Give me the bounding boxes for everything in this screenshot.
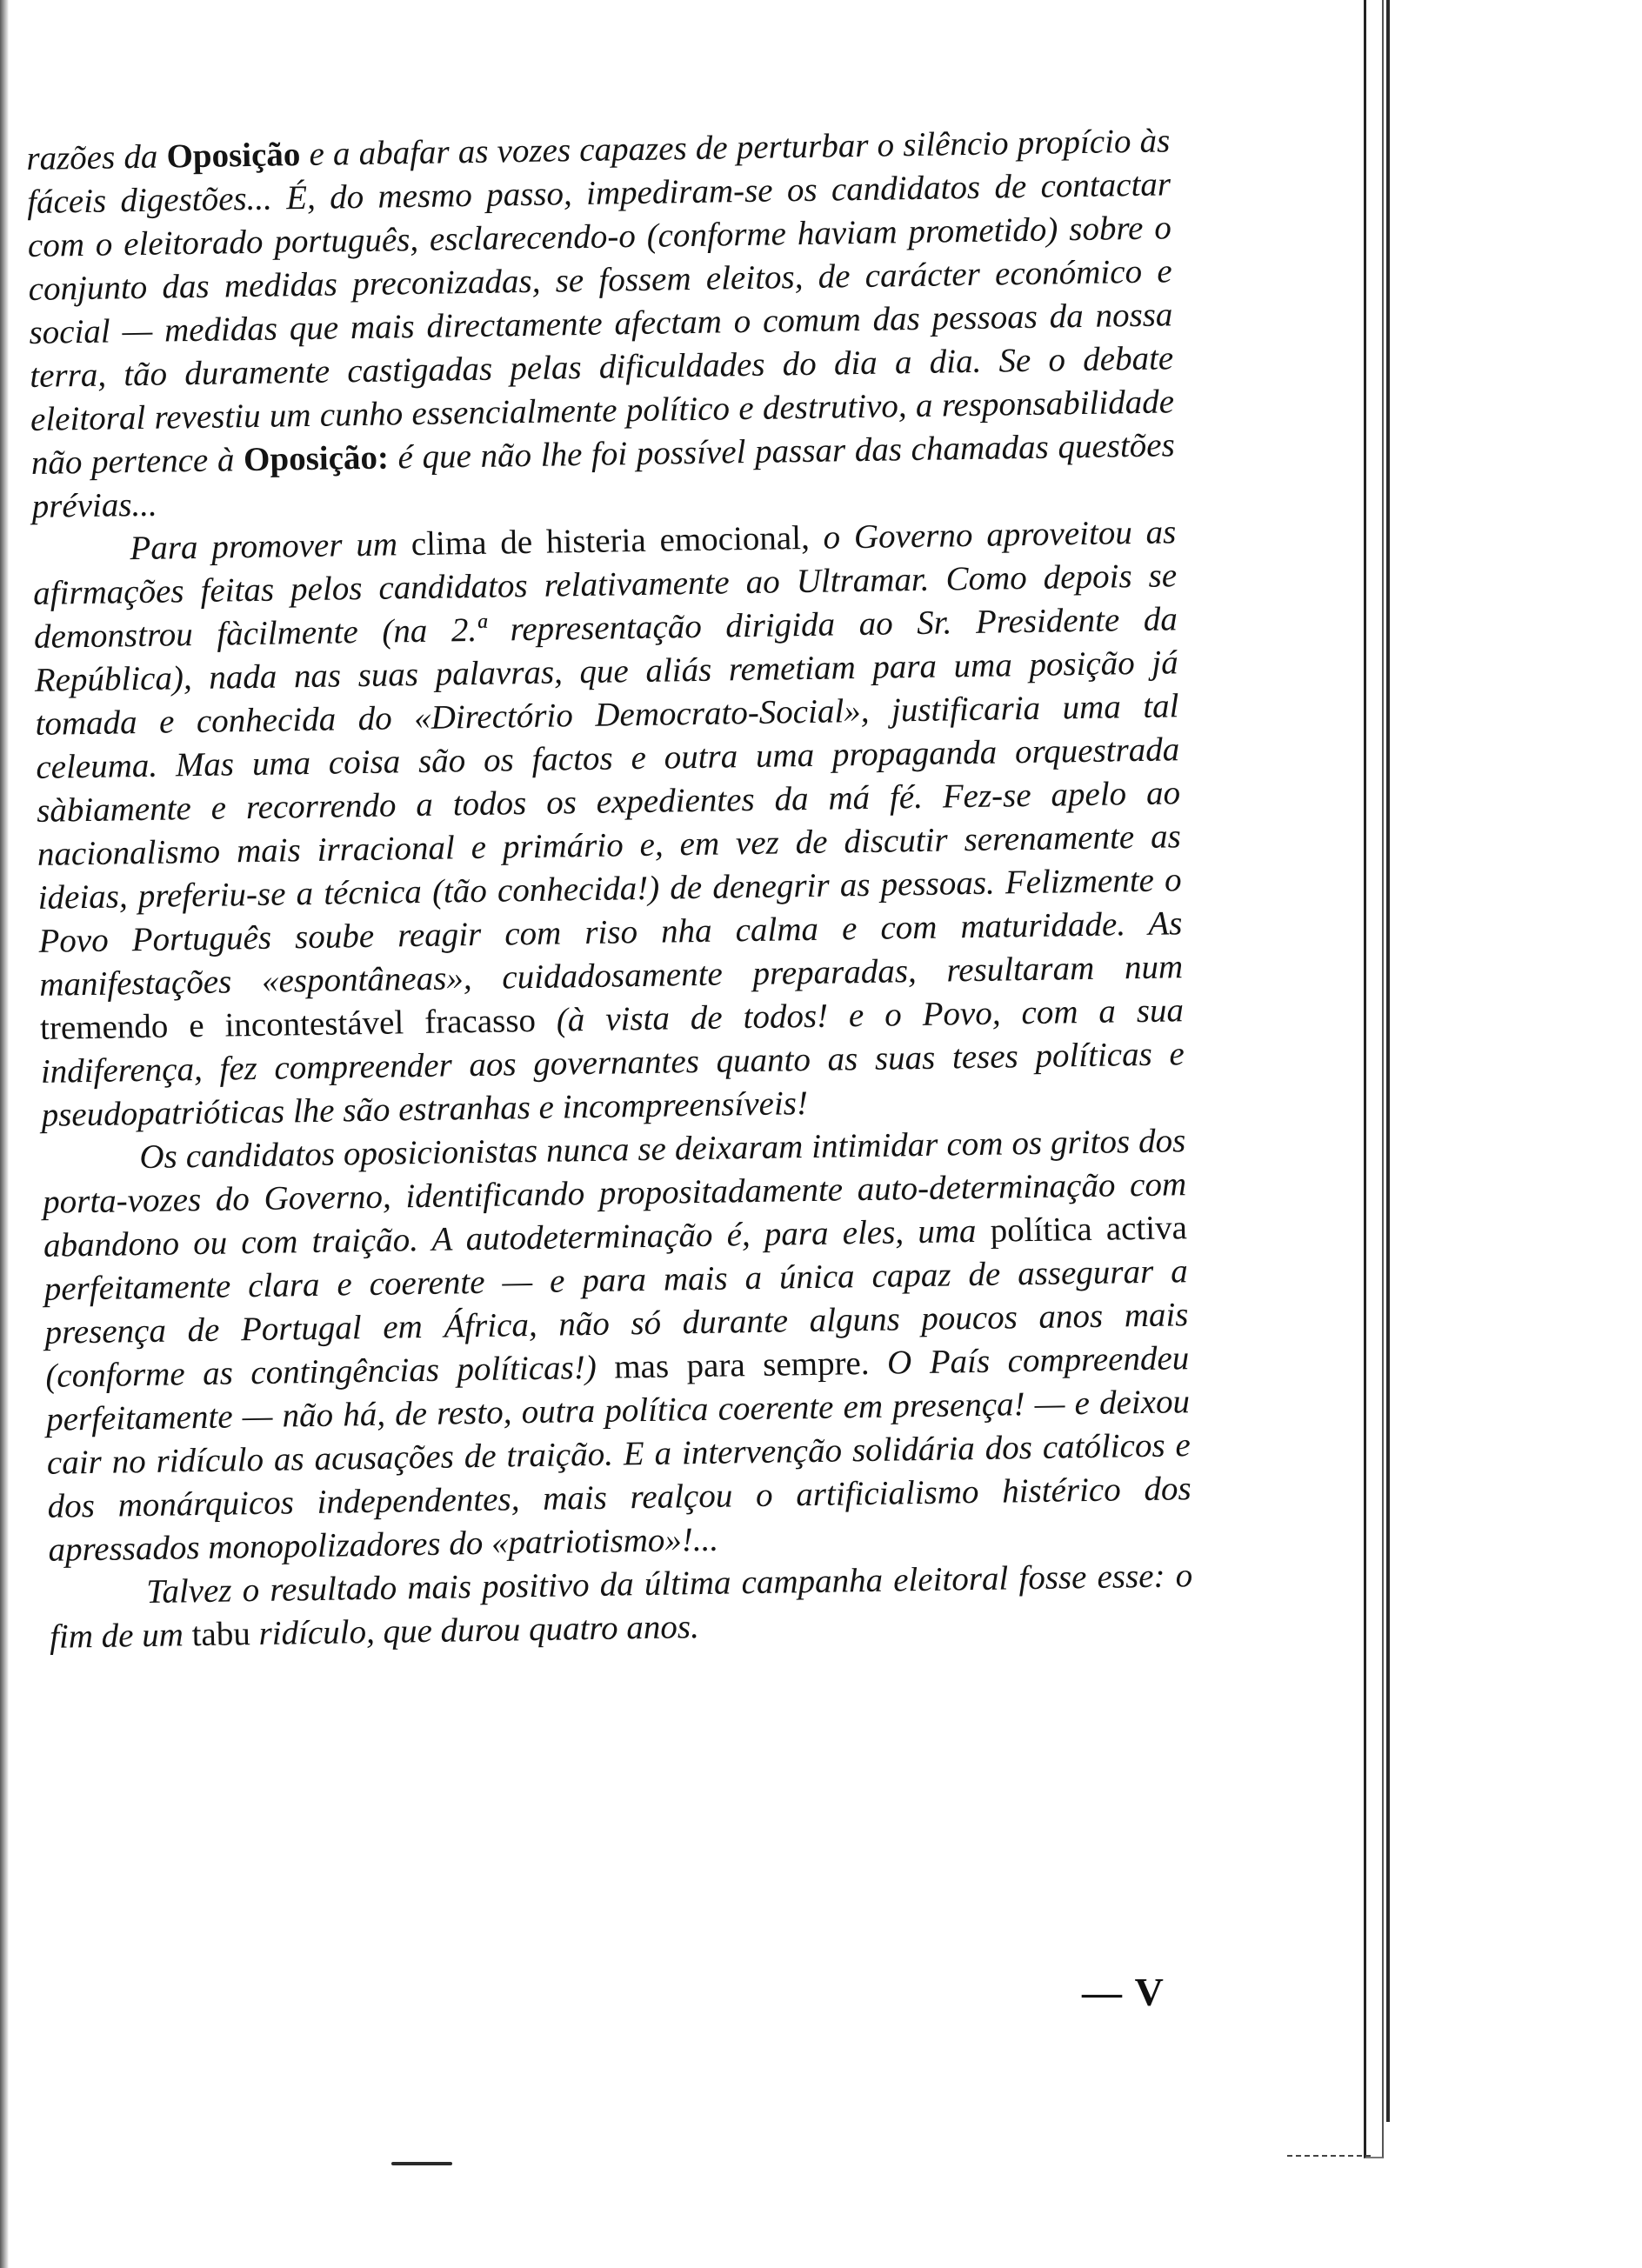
roman-run: clima de histeria emocional, xyxy=(410,518,811,564)
text-run: perfeitamente clara e coerente — e para mais a única capaz de assegurar a presença de Portugal em África, não só durante alguns poucos anos mais (conforme as contingências políticas!) xyxy=(43,1252,1189,1395)
page-border-bottom-dash xyxy=(1287,2155,1371,2159)
paragraph xyxy=(49,1554,1193,1659)
page-number: — V xyxy=(1082,1970,1165,2014)
paragraph xyxy=(26,119,1176,529)
page-border-right xyxy=(1364,0,1384,2158)
text-run: O País compreendeu perfeitamente — não há, de resto, outra política coerente em presença! — e deixou cair no ridículo as acusações de traição. E a intervenção solidária dos católicos e dos monárquicos independentes, mais realçou o artificialismo histérico dos apressados monopolizadores do «patriotismo»!... xyxy=(45,1339,1191,1569)
roman-run: mas para sempre. xyxy=(613,1344,870,1386)
roman-run: política activa xyxy=(990,1209,1188,1250)
bold-term: Oposição xyxy=(166,136,301,176)
roman-run: tremendo e incontestável fracasso xyxy=(39,1001,537,1047)
page-border-inner-line xyxy=(1386,0,1390,2122)
paragraph xyxy=(32,510,1185,1137)
bold-term: Oposição: xyxy=(243,438,390,479)
body-text xyxy=(26,119,1193,1658)
text-run: Talvez o resultado mais positivo da última campanha eleitoral fosse esse: o fim de um xyxy=(49,1557,1193,1656)
roman-run: tabu xyxy=(191,1615,251,1654)
text-run: ridículo, que durou quatro anos. xyxy=(250,1608,700,1653)
text-run: (à vista de todos! e o Povo, com a sua indiferença, fez compreender aos governantes quanto as suas teses políticas e pseudopatrióticas lhe são estranhas e incompreensíveis! xyxy=(40,991,1185,1134)
text-run: é que não lhe foi possível passar das chamadas questões prévias... xyxy=(31,426,1176,525)
text-run: razões da xyxy=(26,137,167,177)
paragraph xyxy=(42,1119,1192,1572)
text-run: e a abafar as vozes capazes de perturbar o silêncio propício às fáceis digestões... É, do mesmo passo, impediram-se os candidatos de contactar com o eleitorado português, esclarecendo-o (conforme haviam prometido) sobre o conjunto das medidas preconizadas, se fossem eleitos, de carácter económico e social — medidas que mais directamente afectam o comum das pessoas da nossa terra, tão duramente castigadas pelas dificuldades do dia a dia. Se o debate eleitoral revestiu um cunho essencialmente político e destrutivo, a responsabilidade não pertence à xyxy=(26,122,1175,482)
scan-smudge xyxy=(391,2162,452,2165)
text-run: o Governo aproveitou as afirmações feitas pelos candidatos relativamente ao Ultramar. Como depois se demonstrou fàcilmente (na 2.ª representação dirigida ao Sr. Presidente da República), nada nas suas palavras, que aliás remetiam para uma posição já tomada e conhecida do «Directório Democrato-Social», justificaria uma tal celeuma. Mas uma coisa são os factos e outra uma propaganda orquestrada sàbiamente e recorrendo a todos os expedientes da má fé. Fez-se apelo ao nacionalismo mais irracional e primário e, em vez de discutir serenamente as ideias, preferiu-se a técnica (tão conhecida!) de denegrir as pessoas. Felizmente o Povo Português soube reagir com riso nha calma e com maturidade. As manifestações «espontâneas», cuidadosamente preparadas, resultaram num xyxy=(32,513,1184,1004)
text-run: Para promover um xyxy=(130,525,412,568)
binding-shadow xyxy=(0,0,9,2268)
text-run: Os candidatos oposicionistas nunca se deixaram intimidar com os gritos dos porta-vozes do Governo, identificando propositadamente auto-determinação com abandono ou com traição. A autodeterminação é, para eles, uma xyxy=(42,1122,1187,1264)
